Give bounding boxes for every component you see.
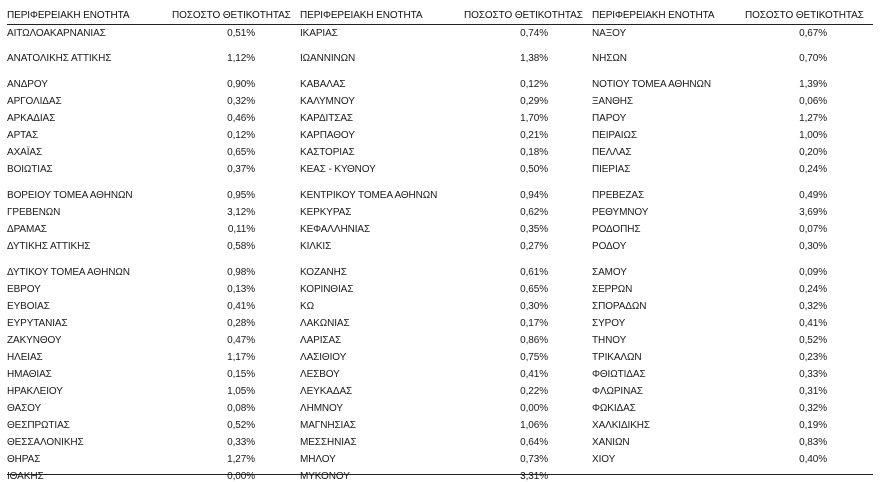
positivity-rate: 1,06%: [520, 420, 548, 431]
positivity-rate: 0,51%: [227, 28, 255, 39]
positivity-rate: 0,98%: [227, 267, 255, 278]
positivity-rate: 3,12%: [227, 207, 255, 218]
positivity-rate: 0,30%: [520, 301, 548, 312]
region-name: ΕΥΡΥΤΑΝΙΑΣ: [7, 318, 68, 329]
positivity-rate: 0,12%: [520, 79, 548, 90]
region-name: ΠΡΕΒΕΖΑΣ: [592, 190, 645, 201]
header-divider: [7, 24, 873, 25]
region-name: ΙΘΑΚΗΣ: [7, 471, 44, 482]
region-name: ΘΗΡΑΣ: [7, 454, 41, 465]
region-name: ΚΑΣΤΟΡΙΑΣ: [300, 147, 355, 158]
positivity-rate: 0,62%: [520, 207, 548, 218]
region-name: ΠΑΡΟΥ: [592, 113, 627, 124]
positivity-rate: 0,41%: [227, 301, 255, 312]
region-name: ΡΟΔΟΠΗΣ: [592, 224, 641, 235]
region-name: ΤΡΙΚΑΛΩΝ: [592, 352, 642, 363]
region-name: ΑΝΔΡΟΥ: [7, 79, 48, 90]
region-name: ΧΑΛΚΙΔΙΚΗΣ: [592, 420, 650, 431]
positivity-rate: 0,32%: [799, 301, 827, 312]
region-name: ΑΡΚΑΔΙΑΣ: [7, 113, 56, 124]
region-name: ΣΠΟΡΑΔΩΝ: [592, 301, 647, 312]
positivity-rate: 0,00%: [227, 471, 255, 482]
region-name: ΚΕΡΚΥΡΑΣ: [300, 207, 352, 218]
positivity-rate: 0,33%: [227, 437, 255, 448]
positivity-rate: 0,24%: [799, 164, 827, 175]
positivity-rate: 0,11%: [227, 224, 255, 235]
positivity-rate: 0,41%: [799, 318, 827, 329]
region-name: ΓΡΕΒΕΝΩΝ: [7, 207, 61, 218]
positivity-rate: 0,32%: [799, 403, 827, 414]
positivity-rate: 0,18%: [520, 147, 548, 158]
positivity-rate: 0,28%: [227, 318, 255, 329]
region-name: ΠΕΛΛΑΣ: [592, 147, 632, 158]
region-name: ΠΕΙΡΑΙΩΣ: [592, 130, 637, 141]
positivity-rate: 0,07%: [799, 224, 827, 235]
positivity-rate: 0,12%: [227, 130, 255, 141]
region-name: ΔΥΤΙΚΗΣ ΑΤΤΙΚΗΣ: [7, 241, 91, 252]
positivity-rate: 1,70%: [520, 113, 548, 124]
positivity-rate: 1,17%: [227, 352, 255, 363]
positivity-rate: 1,27%: [799, 113, 827, 124]
region-name: ΑΝΑΤΟΛΙΚΗΣ ΑΤΤΙΚΗΣ: [7, 53, 112, 64]
positivity-rate: 0,61%: [520, 267, 548, 278]
region-name: ΜΕΣΣΗΝΙΑΣ: [300, 437, 357, 448]
positivity-rate: 0,30%: [799, 241, 827, 252]
positivity-rate: 0,41%: [520, 369, 548, 380]
region-name: ΧΙΟΥ: [592, 454, 616, 465]
region-name: ΦΘΙΩΤΙΔΑΣ: [592, 369, 646, 380]
region-name: ΘΕΣΣΑΛΟΝΙΚΗΣ: [7, 437, 84, 448]
region-name: ΦΛΩΡΙΝΑΣ: [592, 386, 643, 397]
region-name: ΧΑΝΙΩΝ: [592, 437, 630, 448]
region-name: ΛΕΣΒΟΥ: [300, 369, 340, 380]
region-name: ΝΟΤΙΟΥ ΤΟΜΕΑ ΑΘΗΝΩΝ: [592, 79, 711, 90]
positivity-rate: 0,70%: [799, 53, 827, 64]
region-name: ΗΛΕΙΑΣ: [7, 352, 43, 363]
region-name: ΑΡΤΑΣ: [7, 130, 39, 141]
positivity-rate: 0,00%: [520, 403, 548, 414]
positivity-rate: 0,50%: [520, 164, 548, 175]
region-name: ΚΟΖΑΝΗΣ: [300, 267, 347, 278]
positivity-rate: 1,05%: [227, 386, 255, 397]
positivity-rate: 0,17%: [520, 318, 548, 329]
positivity-rate: 3,31%: [520, 471, 548, 482]
positivity-rate: 0,29%: [520, 96, 548, 107]
region-name: ΕΒΡΟΥ: [7, 284, 41, 295]
region-name: ΝΑΞΟΥ: [592, 28, 627, 39]
positivity-rate: 0,73%: [520, 454, 548, 465]
region-name: ΦΩΚΙΔΑΣ: [592, 403, 636, 414]
region-name: ΚΩ: [300, 301, 314, 312]
region-name: ΖΑΚΥΝΘΟΥ: [7, 335, 62, 346]
region-name: ΚΟΡΙΝΘΙΑΣ: [300, 284, 354, 295]
positivity-rate: 0,21%: [520, 130, 548, 141]
positivity-rate: 0,08%: [227, 403, 255, 414]
positivity-rate: 0,67%: [799, 28, 827, 39]
region-name: ΔΥΤΙΚΟΥ ΤΟΜΕΑ ΑΘΗΝΩΝ: [7, 267, 130, 278]
region-name: ΚΕΝΤΡΙΚΟΥ ΤΟΜΕΑ ΑΘΗΝΩΝ: [300, 190, 438, 201]
region-name: ΑΡΓΟΛΙΔΑΣ: [7, 96, 62, 107]
region-name: ΒΟΡΕΙΟΥ ΤΟΜΕΑ ΑΘΗΝΩΝ: [7, 190, 133, 201]
positivity-rate: 0,52%: [799, 335, 827, 346]
region-name: ΚΙΛΚΙΣ: [300, 241, 332, 252]
bottom-divider: [7, 474, 873, 475]
region-name: ΙΚΑΡΙΑΣ: [300, 28, 338, 39]
positivity-rate: 0,37%: [227, 164, 255, 175]
positivity-rate: 0,64%: [520, 437, 548, 448]
positivity-rate: 0,20%: [799, 147, 827, 158]
positivity-rate: 0,31%: [799, 386, 827, 397]
region-name: ΑΧΑΪΑΣ: [7, 147, 43, 158]
positivity-rate: 0,06%: [799, 96, 827, 107]
positivity-rate: 1,39%: [799, 79, 827, 90]
region-name: ΙΩΑΝΝΙΝΩΝ: [300, 53, 356, 64]
region-name: ΜΥΚΟΝΟΥ: [300, 471, 350, 482]
header-region-col-2: ΠΕΡΙΦΕΡΕΙΑΚΗ ΕΝΟΤΗΤΑ: [300, 10, 423, 21]
positivity-rate: 0,47%: [227, 335, 255, 346]
positivity-rate: 0,95%: [227, 190, 255, 201]
positivity-rate: 0,23%: [799, 352, 827, 363]
positivity-rate: 0,46%: [227, 113, 255, 124]
positivity-rate: 0,35%: [520, 224, 548, 235]
positivity-rate: 0,24%: [799, 284, 827, 295]
positivity-rate: 0,33%: [799, 369, 827, 380]
region-name: ΣΥΡΟΥ: [592, 318, 626, 329]
region-name: ΔΡΑΜΑΣ: [7, 224, 47, 235]
region-name: ΚΑΡΔΙΤΣΑΣ: [300, 113, 353, 124]
region-name: ΜΑΓΝΗΣΙΑΣ: [300, 420, 356, 431]
region-name: ΡΟΔΟΥ: [592, 241, 627, 252]
region-name: ΘΕΣΠΡΩΤΙΑΣ: [7, 420, 70, 431]
positivity-rate: 1,12%: [227, 53, 255, 64]
positivity-rate: 0,40%: [799, 454, 827, 465]
region-name: ΛΑΡΙΣΑΣ: [300, 335, 342, 346]
positivity-rate: 0,49%: [799, 190, 827, 201]
region-name: ΞΑΝΘΗΣ: [592, 96, 633, 107]
positivity-rate: 0,13%: [227, 284, 255, 295]
region-name: ΚΑΒΑΛΑΣ: [300, 79, 346, 90]
region-name: ΑΙΤΩΛΟΑΚΑΡΝΑΝΙΑΣ: [7, 28, 106, 39]
header-region-col-3: ΠΕΡΙΦΕΡΕΙΑΚΗ ΕΝΟΤΗΤΑ: [592, 10, 715, 21]
region-name: ΒΟΙΩΤΙΑΣ: [7, 164, 53, 175]
region-name: ΛΑΚΩΝΙΑΣ: [300, 318, 350, 329]
region-name: ΚΕΑΣ - ΚΥΘΝΟΥ: [300, 164, 376, 175]
header-region-col-1: ΠΕΡΙΦΕΡΕΙΑΚΗ ΕΝΟΤΗΤΑ: [7, 10, 130, 21]
positivity-rate: 0,65%: [227, 147, 255, 158]
positivity-rate: 0,15%: [227, 369, 255, 380]
region-name: ΛΕΥΚΑΔΑΣ: [300, 386, 353, 397]
region-name: ΡΕΘΥΜΝΟΥ: [592, 207, 649, 218]
region-name: ΝΗΣΩΝ: [592, 53, 627, 64]
positivity-rate: 0,94%: [520, 190, 548, 201]
positivity-rate: 3,69%: [799, 207, 827, 218]
positivity-rate: 0,58%: [227, 241, 255, 252]
region-name: ΚΑΡΠΑΘΟΥ: [300, 130, 355, 141]
region-name: ΣΕΡΡΩΝ: [592, 284, 633, 295]
region-name: ΚΕΦΑΛΛΗΝΙΑΣ: [300, 224, 371, 235]
positivity-rate: 0,52%: [227, 420, 255, 431]
positivity-rate: 1,27%: [227, 454, 255, 465]
header-rate-col-2: ΠΟΣΟΣΤΟ ΘΕΤΙΚΟΤΗΤΑΣ: [464, 10, 583, 21]
positivity-rate: 0,27%: [520, 241, 548, 252]
region-name: ΠΙΕΡΙΑΣ: [592, 164, 631, 175]
positivity-rate: 0,74%: [520, 28, 548, 39]
region-name: ΤΗΝΟΥ: [592, 335, 627, 346]
region-name: ΗΜΑΘΙΑΣ: [7, 369, 52, 380]
positivity-rate: 0,09%: [799, 267, 827, 278]
header-rate-col-1: ΠΟΣΟΣΤΟ ΘΕΤΙΚΟΤΗΤΑΣ: [172, 10, 291, 21]
region-name: ΕΥΒΟΙΑΣ: [7, 301, 50, 312]
positivity-rate: 0,65%: [520, 284, 548, 295]
header-rate-col-3: ΠΟΣΟΣΤΟ ΘΕΤΙΚΟΤΗΤΑΣ: [745, 10, 864, 21]
positivity-rate: 0,90%: [227, 79, 255, 90]
positivity-rate: 0,86%: [520, 335, 548, 346]
region-name: ΛΑΣΙΘΙΟΥ: [300, 352, 347, 363]
positivity-rate: 1,38%: [520, 53, 548, 64]
region-name: ΣΑΜΟΥ: [592, 267, 627, 278]
region-name: ΜΗΛΟΥ: [300, 454, 336, 465]
region-name: ΗΡΑΚΛΕΙΟΥ: [7, 386, 63, 397]
positivity-rate: 0,19%: [799, 420, 827, 431]
positivity-rate: 0,75%: [520, 352, 548, 363]
positivity-rate: 0,22%: [520, 386, 548, 397]
positivity-rate: 1,00%: [799, 130, 827, 141]
region-name: ΚΑΛΥΜΝΟΥ: [300, 96, 355, 107]
region-name: ΛΗΜΝΟΥ: [300, 403, 343, 414]
region-name: ΘΑΣΟΥ: [7, 403, 42, 414]
positivity-rate: 0,83%: [799, 437, 827, 448]
positivity-rate: 0,32%: [227, 96, 255, 107]
